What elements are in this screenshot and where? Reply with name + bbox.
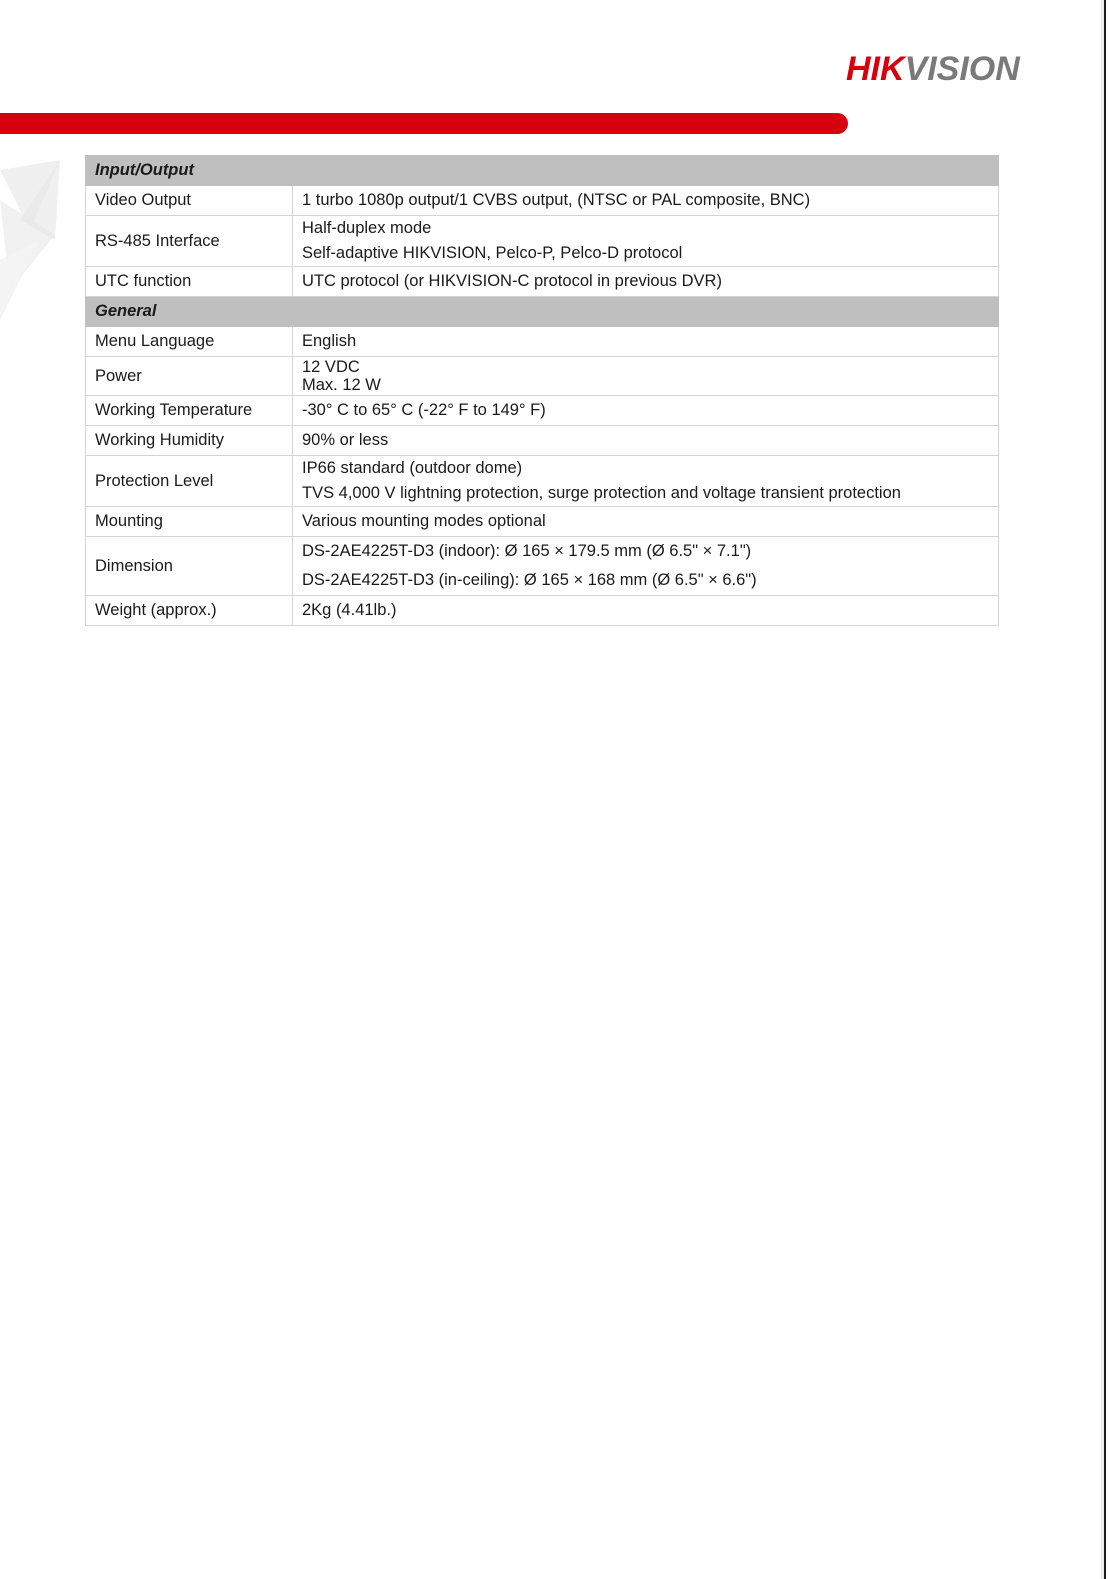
table-row — [86, 456, 999, 507]
hikvision-logo — [846, 50, 1020, 88]
value-line: Self-adaptive HIKVISION, Pelco-P, Pelco-D protocol — [302, 244, 683, 262]
row-value — [293, 216, 999, 267]
table-row — [86, 396, 999, 426]
value-line: 12 VDC — [302, 358, 360, 376]
row-value — [293, 396, 999, 426]
section-header-input-output — [86, 156, 999, 186]
row-value — [293, 596, 999, 626]
row-label: Dimension — [86, 537, 293, 596]
section-title: Input/Output — [86, 156, 293, 186]
logo-hik: HIK — [846, 50, 905, 88]
value-line: 2Kg (4.41lb.) — [302, 601, 397, 619]
value-line: IP66 standard (outdoor dome) — [302, 459, 523, 477]
value-line: Max. 12 W — [302, 376, 381, 394]
row-value — [293, 507, 999, 537]
value-line: 90% or less — [302, 431, 389, 449]
value-line: DS-2AE4225T-D3 (indoor): Ø 165 × 179.5 mm (Ø 6.5" × 7.1") — [302, 542, 752, 560]
row-label: RS-485 Interface — [86, 216, 293, 267]
row-value — [293, 327, 999, 357]
table-row — [86, 357, 999, 396]
page-edge — [1104, 0, 1106, 1579]
value-line: DS-2AE4225T-D3 (in-ceiling): Ø 165 × 168 mm (Ø 6.5" × 6.6") — [302, 571, 757, 589]
section-header-general — [86, 297, 999, 327]
row-value — [293, 456, 999, 507]
row-label: Working Temperature — [86, 396, 293, 426]
table-row — [86, 596, 999, 626]
table-row — [86, 507, 999, 537]
section-spacer — [293, 156, 999, 186]
row-label: Weight (approx.) — [86, 596, 293, 626]
value-line: 1 turbo 1080p output/1 CVBS output, (NTSC or PAL composite, BNC) — [302, 191, 811, 209]
row-label: Power — [86, 357, 293, 396]
row-value — [293, 357, 999, 396]
row-label: Menu Language — [86, 327, 293, 357]
spec-table — [85, 155, 999, 626]
table-row — [86, 426, 999, 456]
table-row — [86, 327, 999, 357]
watermark-graphic-icon — [0, 140, 70, 340]
row-value — [293, 426, 999, 456]
table-row — [86, 186, 999, 216]
row-value — [293, 186, 999, 216]
row-label: Video Output — [86, 186, 293, 216]
section-title: General — [86, 297, 293, 327]
value-line: -30° C to 65° C (-22° F to 149° F) — [302, 401, 546, 419]
value-line: English — [302, 332, 357, 350]
row-label: Protection Level — [86, 456, 293, 507]
table-row — [86, 267, 999, 297]
value-line: UTC protocol (or HIKVISION-C protocol in previous DVR) — [302, 272, 722, 290]
row-label: Mounting — [86, 507, 293, 537]
row-value — [293, 267, 999, 297]
row-value — [293, 537, 999, 596]
section-spacer — [293, 297, 999, 327]
value-line: Various mounting modes optional — [302, 512, 546, 530]
row-label: Working Humidity — [86, 426, 293, 456]
value-line: Half-duplex mode — [302, 219, 432, 237]
logo-vision: VISION — [904, 50, 1020, 88]
table-row — [86, 537, 999, 596]
table-row — [86, 216, 999, 267]
value-line: TVS 4,000 V lightning protection, surge protection and voltage transient protection — [302, 484, 901, 502]
header-accent-bar — [0, 113, 848, 134]
row-label: UTC function — [86, 267, 293, 297]
